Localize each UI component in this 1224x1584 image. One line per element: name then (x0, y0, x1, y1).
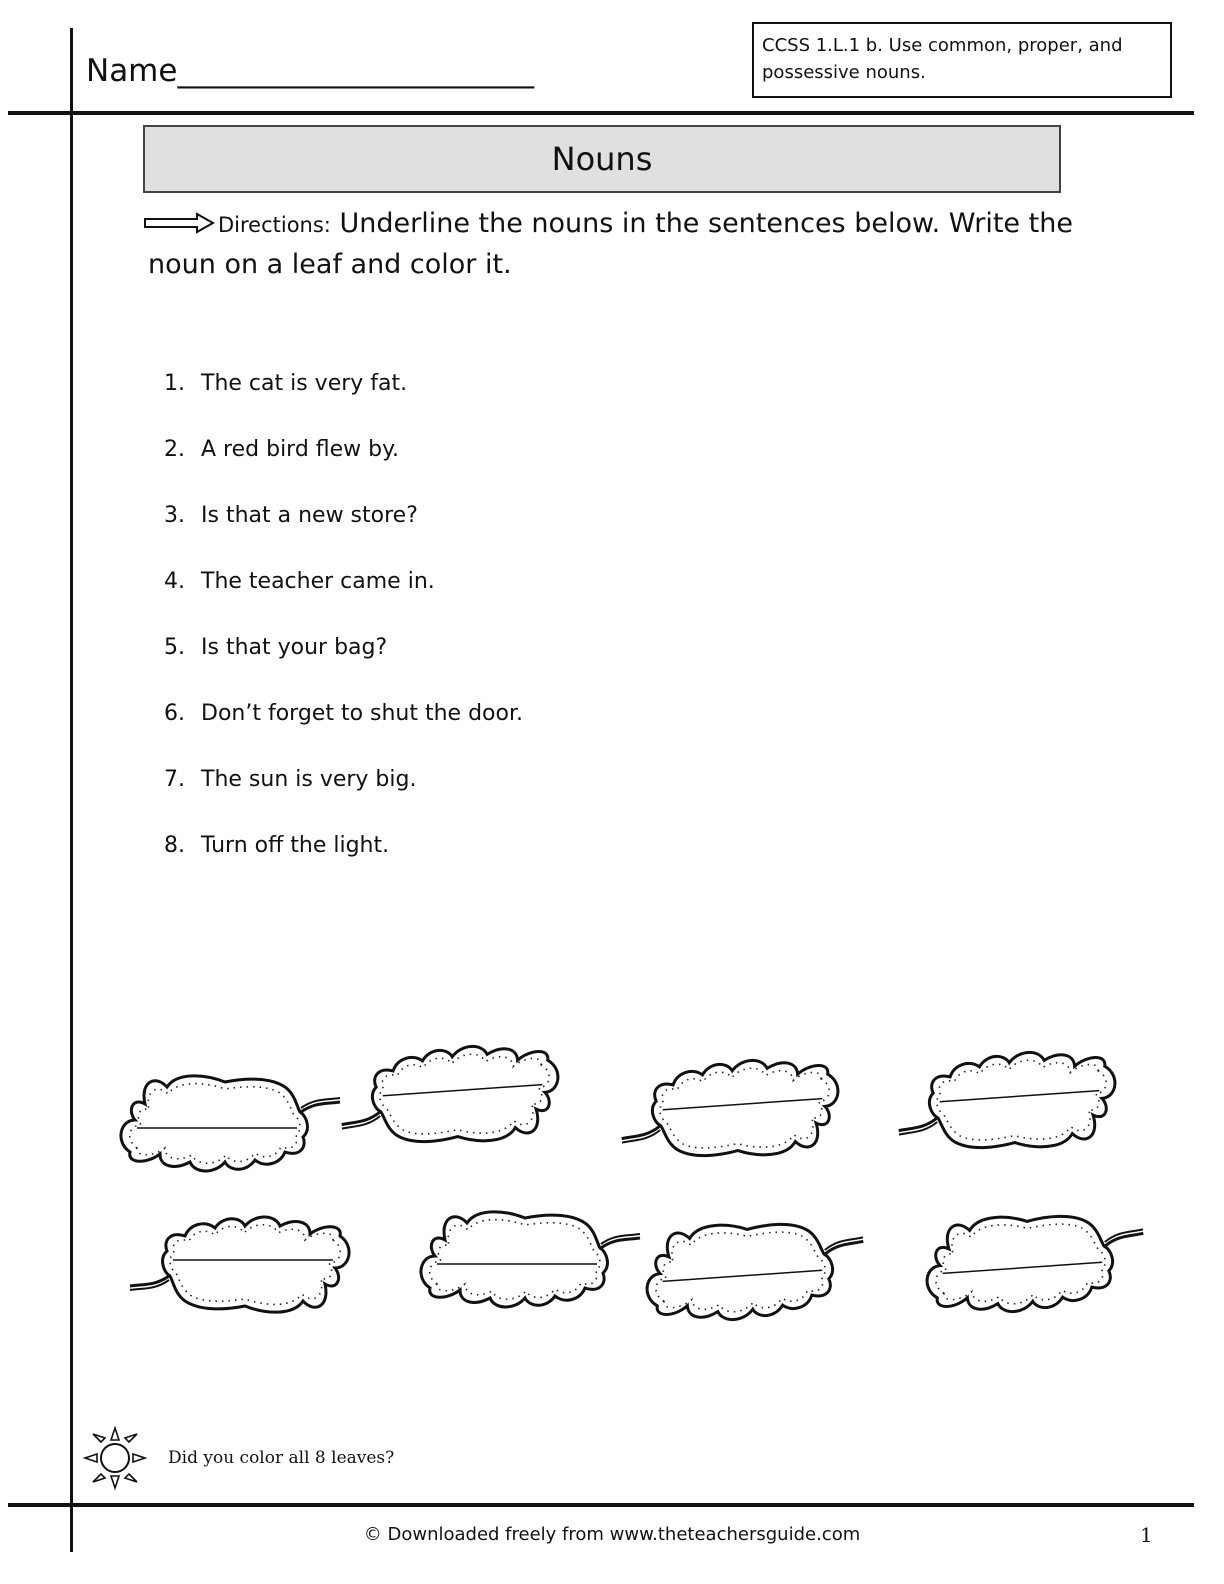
sentence-text: A red bird flew by. (201, 437, 400, 462)
leaf-3-icon (617, 1055, 842, 1165)
leaf-4-icon (894, 1047, 1119, 1157)
sentence-item (164, 500, 523, 566)
leaf-7-icon (643, 1215, 868, 1325)
standard-box: CCSS 1.L.1 b. Use common, proper, and possessive nouns. (752, 22, 1172, 98)
sentence-item (164, 632, 523, 698)
name-label: Name_______________________ (86, 53, 534, 89)
sentence-text: Turn off the light. (201, 833, 390, 858)
sentence-list (164, 368, 523, 896)
header-rule (8, 111, 1194, 115)
leaf-1-icon (121, 1076, 340, 1171)
leaf-2-icon (337, 1041, 562, 1151)
color-check-question: Did you color all 8 leaves? (168, 1448, 395, 1468)
leaf-group (0, 1010, 1224, 1390)
sentence-text: Is that your bag? (201, 635, 388, 660)
sentence-number: 6. (164, 701, 185, 726)
leaf-5-icon (130, 1217, 349, 1312)
sentence-text: Is that a new store? (201, 503, 418, 528)
sentence-item (164, 368, 523, 434)
sentence-text: Don’t forget to shut the door. (201, 701, 523, 726)
sentence-text: The cat is very fat. (201, 371, 408, 396)
sentence-number: 3. (164, 503, 185, 528)
sentence-item (164, 764, 523, 830)
sentence-number: 4. (164, 569, 185, 594)
sentence-item (164, 566, 523, 632)
sentence-item (164, 830, 523, 896)
leaf-6-icon (421, 1212, 640, 1307)
leaf-8-icon (923, 1207, 1148, 1317)
sentence-number: 2. (164, 437, 185, 462)
footer-rule (8, 1503, 1194, 1507)
sun-icon (80, 1420, 150, 1496)
directions-label: Directions: (218, 213, 331, 237)
worksheet-title: Nouns (143, 125, 1061, 193)
sentence-text: The teacher came in. (201, 569, 435, 594)
sentence-item (164, 698, 523, 764)
sentence-item (164, 434, 523, 500)
sentence-text: The sun is very big. (201, 767, 417, 792)
sentence-number: 5. (164, 635, 185, 660)
copyright-notice: © Downloaded freely from www.theteachersguide.com (363, 1524, 861, 1545)
sentence-number: 8. (164, 833, 185, 858)
directions-text: Underline the nouns in the sentences below. Write the noun on a leaf and color it. (148, 208, 1073, 280)
sentence-number: 1. (164, 371, 185, 396)
directions (148, 204, 1088, 284)
sentence-number: 7. (164, 767, 185, 792)
page-number: 1 (1140, 1523, 1153, 1547)
